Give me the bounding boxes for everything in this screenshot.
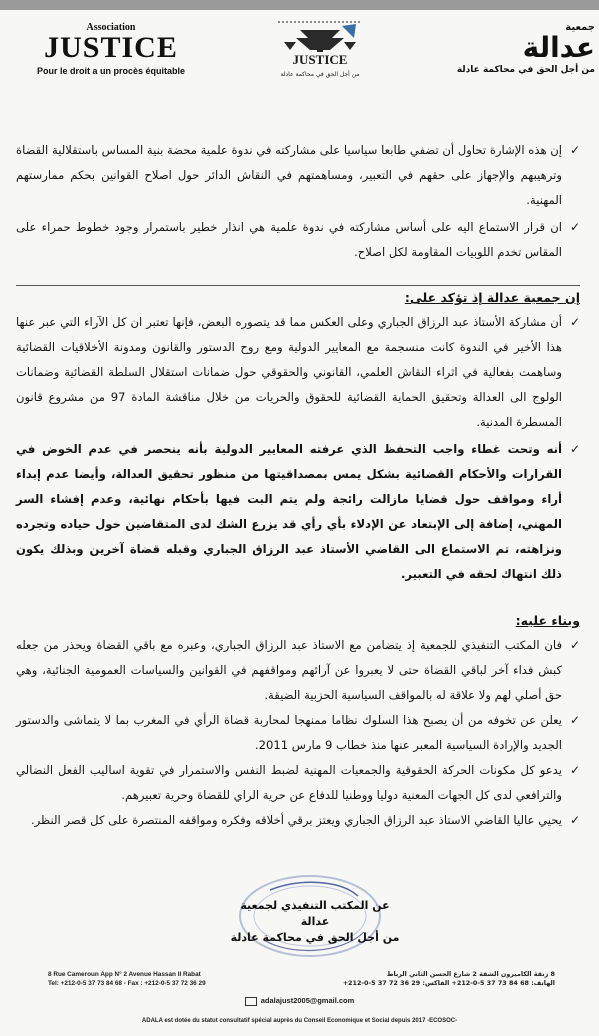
header-left-assoc: Association xyxy=(86,22,136,33)
section1-item-text: أن مشاركة الأستاذ عبد الرزاق الجباري وعلى العكس مما قد يتصوره البعض، فإنها تعتبر ان كل الآراء التي عبر عنها هذا الأخير في الندوة كانت منسجمة مع المعايير الدولية ومع روح الدستور والقانون ومدونة الأخلاقيات القضائية وساهمت بفعالية في اثراء النقاش العلمي، القانوني والحقوقي حول ضمانات استقلال السلطة القضائية وضمانات الولوج الى العدالة وتحقيق الحماية القضائية للحقوق والحريات من خلال مناقشة المادة 97 من مشروع قانون المسطرة المدنية. xyxy=(16,315,562,429)
footer-ar-address: 8 زنقة الكاميرون الشقة 2 شارع الحسن الثاني الرباط xyxy=(386,970,555,978)
check-icon: ✓ xyxy=(569,713,580,727)
footer-ar-phone: الهاتف: 68 84 73 37 5-0-212+ الفاكس: 29 36 72 37 5-0-212+ xyxy=(342,979,555,987)
section2-item-text: فان المكتب التنفيذي للجمعية إذ يتضامن مع الاستاذ عبد الرزاق الجباري، وعبره مع باقي القضاة ويحذر من جعله كبش فداء آخر لباقي القضاة حتى لا يعبروا عن آرائهم ومواقفهم في القوانين والسياسات العمومية الجنائية، وهي حق أصلي لهم ولا علاقة له بالمواقف السياسية الحزبية الضيقة. xyxy=(16,638,562,702)
footer-fr-address: 8 Rue Cameroun App N° 2 Avenue Hassan II Rabat xyxy=(48,971,201,978)
section2-item-text: يحيي عاليا القاضي الاستاذ عبد الرزاق الجباري ويعتز برقي أخلاقه وفكره ومواقفه المنتصرة على كل قصر النظر. xyxy=(30,813,562,827)
footer-email-text[interactable]: adalajust2005@gmail.com xyxy=(260,996,355,1005)
section2-heading: وبناء عليه: xyxy=(515,613,580,628)
signature-block xyxy=(225,898,405,946)
footer-fr-phone: Tel: +212-0-5 37 73 84 68 - Fax : +212-0-5 37 72 36 29 xyxy=(48,980,206,987)
section2-item xyxy=(16,708,580,758)
check-icon: ✓ xyxy=(569,220,580,234)
logo-small-text: من أجل الحق في محاكمة عادلة xyxy=(280,71,360,78)
check-icon: ✓ xyxy=(569,813,580,827)
check-icon: ✓ xyxy=(569,763,580,777)
header-right xyxy=(415,22,595,75)
section1-item xyxy=(16,437,580,587)
intro-item xyxy=(16,138,580,213)
section2-item xyxy=(16,808,580,833)
section1-item-text: أنه وتحت غطاء واجب التحفظ الذي عرفته المعايير الدولية بأنه ينحصر في عدم الخوض في القرارات والأحكام القضائية بشكل يمس بمصداقيتها من منظور تحقيق العدالة، وأيضا عدم إبداء أراء ومواقف حول قضايا مازالت رائجة ولم يتم البت فيها بأحكام نهائية، وعدم إفشاء السر المهني، إضافة إلى الإبتعاد عن الإدلاء بأي رأي قد يزرع الشك لدى المتقاضين حول حياده وتجرده ونزاهته، تم الاستماع الى القاضي الأستاذ عبد الرزاق الجباري وقبله قضاة آخرين وبذلك يكون ذلك انتهاك لحقه في التعبير. xyxy=(16,442,562,581)
justice-logo xyxy=(270,16,370,82)
check-icon: ✓ xyxy=(569,143,580,157)
document-body xyxy=(16,138,580,833)
section2-item xyxy=(16,758,580,808)
footer-note: ADALA est dotée du statut consultatif spécial auprès du Conseil Economique et Social depuis 2017 -ECOSOC- xyxy=(141,1018,458,1024)
logo-text: JUSTICE xyxy=(292,52,348,67)
check-icon: ✓ xyxy=(569,638,580,652)
signature-line1: عن المكتب التنفيذي لجمعية عدالة xyxy=(240,899,390,928)
intro-item xyxy=(16,215,580,265)
header-left-name: JUSTICE xyxy=(44,31,178,64)
check-icon: ✓ xyxy=(569,315,580,329)
scale-of-justice-icon xyxy=(278,22,362,52)
header-right-name: عدالة xyxy=(522,31,595,64)
top-border xyxy=(0,0,599,10)
header-left xyxy=(6,22,216,76)
footer-arabic-contact xyxy=(330,970,555,988)
section2-item-text: يدعو كل مكونات الحركة الحقوقية والجمعيات المهنية لضبط النفس والاستمرار في تقوية اساليب الفعل النضالي والترافعي لدى كل الجهات المعنية دوليا ووطنيا للدفاع عن حرية الراي للقضاة وحرية تعبيرهم. xyxy=(16,763,562,802)
check-icon: ✓ xyxy=(569,442,580,456)
intro-item-text: إن هذه الإشارة تحاول أن تضفي طابعا سياسيا على مشاركته في ندوة علمية محضة بنية المساس باستقلالية القضاة وترهيبهم والإجهاز على حقهم في التعبير، ومساهمتهم في النقاش الدائر حول اصلاح القوانين بحكم ممارستهم المهنية. xyxy=(16,143,562,207)
header-right-tagline: من أجل الحق في محاكمة عادلة xyxy=(456,65,595,75)
header-right-assoc: جمعية xyxy=(565,22,595,33)
footer-french-contact xyxy=(48,970,288,988)
intro-item-text: ان قرار الاستماع اليه على أساس مشاركته في ندوة علمية هي انذار خطير باستمرار وجود خطوط حمراء على المقاس تخدم اللوبيات المقاومة لكل اصلاح. xyxy=(16,220,562,259)
signature-line2: من أجل الحق في محاكمة عادلة xyxy=(230,931,400,944)
header-left-tagline: Pour le droit a un procès équitable xyxy=(36,66,186,76)
envelope-icon xyxy=(245,997,257,1006)
section1-item xyxy=(16,310,580,435)
section2-item xyxy=(16,633,580,708)
section2-item-text: يعلن عن تخوفه من أن يصبح هذا السلوك نظاما ممنهجا لمحاربة قضاة الرأي في المغرب بما لا يتماشى والدستور الجديد والإرادة السياسية المعبر عنها منذ خطاب 9 مارس 2011. xyxy=(16,713,562,752)
section1-heading: إن جمعية عدالة إذ تؤكد على: xyxy=(404,290,580,305)
footer-email xyxy=(0,996,599,1006)
